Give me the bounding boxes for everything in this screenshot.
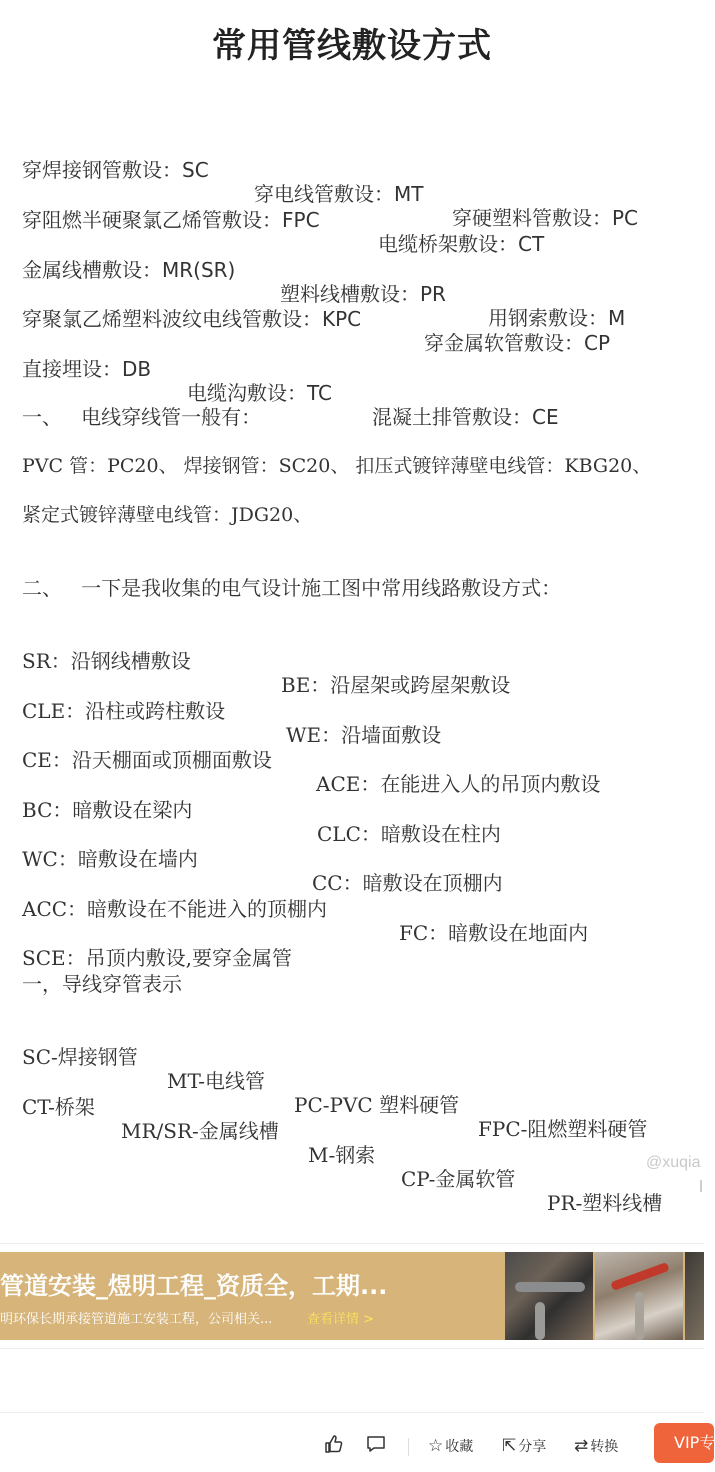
ad-description: 明环保长期承接管道施工安装工程，公司相关... <box>0 1312 273 1327</box>
section-2-row: WC：暗敷设在墙内 CC：暗敷设在顶棚内 <box>22 847 503 895</box>
section-1-heading: 一、 电线穿线管一般有： <box>22 405 262 429</box>
document-title: 常用管线敷设方式 <box>212 26 492 66</box>
section-2-row: CE：沿天棚面或顶棚面敷设 ACE：在能进入人的吊顶内敷设 <box>22 748 601 796</box>
ad-details-link[interactable]: 查看详情 > <box>307 1312 375 1327</box>
vip-button[interactable]: VIP专 <box>654 1423 714 1463</box>
star-icon: ☆ <box>428 1436 444 1456</box>
section-1-line-2: 紧定式镀锌薄壁电线管：JDG20、 <box>22 504 313 526</box>
toolbar-separator <box>408 1438 409 1456</box>
convert-button[interactable]: ⇄ 转换 <box>574 1436 619 1456</box>
section-2-heading: 二、 一下是我收集的电气设计施工图中常用线路敷设方式： <box>22 576 562 600</box>
thumbs-up-icon[interactable] <box>324 1434 344 1459</box>
method-line-3: 金属线槽敷设：MR(SR) 塑料线槽敷设：PR 用钢索敷设：M <box>22 258 626 330</box>
ad-banner[interactable] <box>0 1252 704 1340</box>
ad-image-pipes[interactable] <box>505 1252 593 1340</box>
section-2-row: SR：沿钢线槽敷设 BE：沿屋架或跨屋架敷设 <box>22 649 511 697</box>
divider <box>0 1243 704 1244</box>
section-1-line-1: PVC 管：PC20、 焊接钢管：SC20、 扣压式镀锌薄壁电线管：KBG20、 <box>22 455 652 477</box>
method-line-5: 直接埋设：DB 电缆沟敷设：TC 混凝土排管敷设：CE <box>22 357 559 429</box>
pipe-shape <box>635 1292 644 1340</box>
watermark: @xuqia <box>646 1154 701 1171</box>
convert-icon: ⇄ <box>574 1436 589 1456</box>
method-line-2: 穿阻燃半硬聚氯乙烯管敷设：FPC 电缆桥架敷设：CT <box>22 208 545 256</box>
ad-title[interactable]: 管道安装_煜明工程_资质全，工期... <box>0 1272 388 1300</box>
section-3-row-2: CT-桥架 MR/SR-金属线槽 M-钢索 CP-金属软管 PR-塑料线槽 <box>22 1095 663 1215</box>
section-2-row: CLE：沿柱或跨柱敷设 WE：沿墙面敷设 <box>22 699 442 747</box>
favorite-button[interactable]: ☆ 收藏 <box>428 1436 474 1456</box>
bottom-toolbar <box>0 1412 704 1472</box>
method-line-1: 穿焊接钢管敷设：SC 穿电线管敷设：MT 穿硬塑料管敷设：PC <box>22 158 639 230</box>
section-2-row: BC：暗敷设在梁内 CLC：暗敷设在柱内 <box>22 798 501 846</box>
ad-image-partial[interactable] <box>685 1252 704 1340</box>
section-3-row-1: SC-焊接钢管 MT-电线管 PC-PVC 塑料硬管 FPC-阻燃塑料硬管 <box>22 1045 648 1141</box>
share-icon: ⇱ <box>502 1436 517 1456</box>
comment-icon[interactable] <box>366 1434 386 1459</box>
section-3-heading: 一，导线穿管表示 <box>22 972 182 996</box>
pipe-shape <box>610 1262 669 1291</box>
method-line-4: 穿聚氯乙烯塑料波纹电线管敷设：KPC 穿金属软管敷设：CP <box>22 307 611 355</box>
watermark-mark <box>700 1180 702 1192</box>
share-button[interactable]: ⇱ 分享 <box>502 1436 547 1456</box>
section-2-row: SCE：吊顶内敷设,要穿金属管 <box>22 946 292 970</box>
pipe-shape <box>535 1302 545 1340</box>
section-2-row: ACC：暗敷设在不能进入的顶棚内 FC：暗敷设在地面内 <box>22 897 589 945</box>
pipe-shape <box>515 1282 585 1292</box>
divider <box>0 1348 704 1349</box>
ad-image-valves[interactable] <box>595 1252 683 1340</box>
